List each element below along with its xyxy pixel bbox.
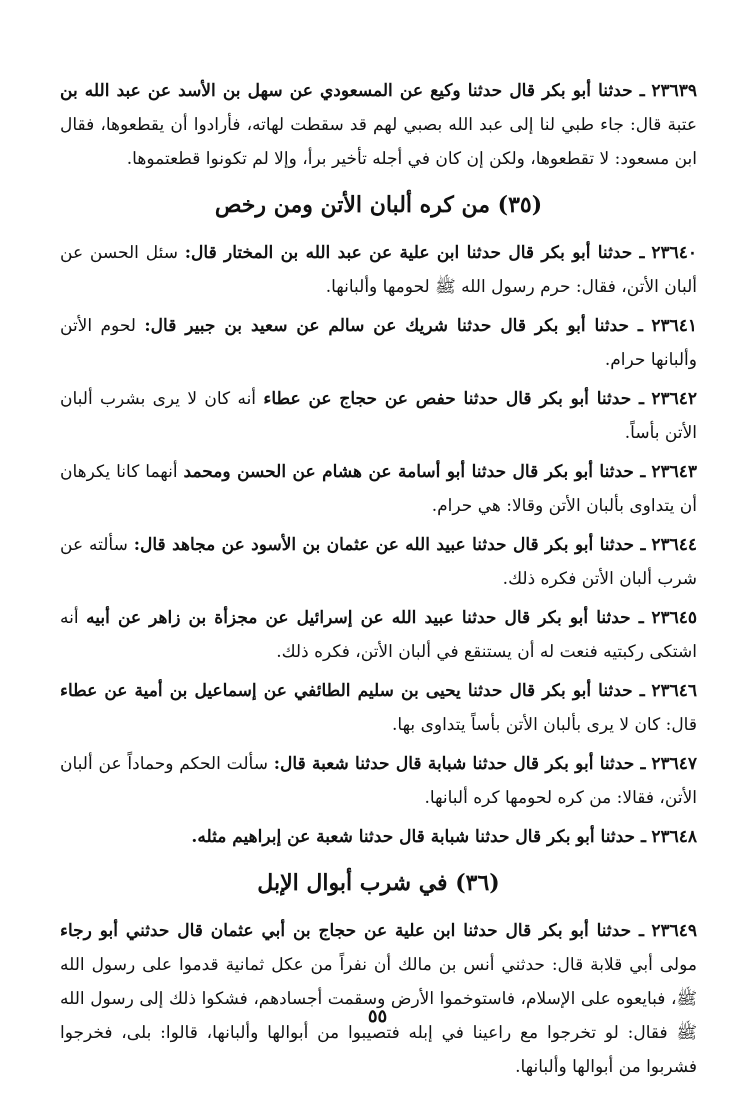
- hadith-entry: [60, 382, 697, 450]
- hadith-text: قال: كان لا يرى بألبان الأتن بأساً يتداوى بها.: [392, 715, 697, 735]
- hadith-number: ٢٣٦٤٨: [651, 827, 697, 847]
- hadith-number: ٢٣٦٤٩: [651, 921, 697, 941]
- hadith-entry: [60, 601, 697, 669]
- hadith-entry: [60, 528, 697, 596]
- hadith-entry: [60, 309, 697, 377]
- hadith-chain: ـ حدثنا أبو بكر قال حدثنا يحيى بن سليم الطائفي عن إسماعيل بن أمية عن عطاء: [60, 681, 645, 701]
- hadith-chain: ـ حدثنا أبو بكر قال حدثنا شريك عن سالم عن سعيد بن جبير قال:: [144, 316, 643, 336]
- hadith-text: سألت الحكم وحماداً عن ألبان الأتن، فقالا: من كره لحومها كره ألبانها.: [60, 754, 697, 808]
- hadith-entry: [60, 747, 697, 815]
- hadith-number: ٢٣٦٤٥: [651, 608, 698, 628]
- hadith-text: أنهما كانا يكرهان أن يتداوى بألبان الأتن وقالا: هي حرام.: [60, 462, 697, 516]
- hadith-number: ٢٣٦٤٤: [651, 535, 698, 555]
- hadith-text: أنه كان لا يرى بشرب ألبان الأتن بأساً.: [60, 389, 697, 443]
- hadith-chain: ـ حدثنا أبو بكر قال حدثنا شبابة قال حدثنا شعبة عن إبراهيم مثله.: [191, 827, 646, 847]
- hadith-entry: [60, 236, 697, 304]
- page-number: ٥٥: [367, 1006, 388, 1027]
- section-heading: (٣٦) في شرب أبوال الإبل: [257, 870, 500, 896]
- hadith-number: ٢٣٦٤٧: [651, 754, 698, 774]
- hadith-entry: [60, 914, 697, 1084]
- hadith-text: سئل الحسن عن ألبان الأتن، فقال: حرم رسول الله ﷺ لحومها وألبانها.: [60, 243, 697, 297]
- hadith-text: عتبة قال: جاء طبي لنا إلى عبد الله بصبي لهم قد سقطت لهاته، فأرادوا أن يقطعوها، فقال ابن مسعود: لا تقطعوها، ولكن إن كان في أجله تأخير برأ، وإلا لم تكونوا قطعتموها.: [60, 115, 697, 169]
- hadith-entry: [60, 674, 697, 742]
- hadith-number: ٢٣٦٣٩: [651, 81, 698, 101]
- hadith-entry: [60, 74, 697, 176]
- section-heading: (٣٥) من كره ألبان الأتن ومن رخص: [214, 192, 543, 218]
- hadith-text: مولى أبي قلابة قال: حدثني أنس بن مالك أن نفراً من عكل ثمانية قدموا على رسول الله ﷺ، فبايعوه على الإسلام، فاستوخموا الأرض وسقمت أجسادهم، فشكوا ذلك إلى رسول الله ﷺ فقال: لو تخرجوا مع راعينا في إبله فتصيبوا من أبوالها وألبانها، قالوا: بلى، فخرجوا فشربوا من أبوالها وألبانها.: [60, 955, 697, 1077]
- page-content: [60, 74, 697, 1084]
- hadith-number: ٢٣٦٤٢: [651, 389, 698, 409]
- hadith-chain: ـ حدثنا أبو بكر قال حدثنا وكيع عن المسعودي عن سهل بن الأسد عن عبد الله بن: [60, 81, 645, 101]
- hadith-chain: ـ حدثنا أبو بكر قال حدثنا عبيد الله عن إسرائيل عن مجزأة بن زاهر عن أبيه: [86, 608, 644, 628]
- hadith-chain: ـ حدثنا أبو بكر قال حدثنا عبيد الله عن عثمان بن الأسود عن مجاهد قال:: [133, 535, 646, 555]
- hadith-number: ٢٣٦٤٣: [651, 462, 698, 482]
- hadith-text: سألته عن شرب ألبان الأتن فكره ذلك.: [60, 535, 697, 589]
- hadith-chain: ـ حدثنا أبو بكر قال حدثنا أبو أسامة عن هشام عن الحسن ومحمد: [183, 462, 646, 482]
- hadith-entry: [60, 455, 697, 523]
- hadith-chain: ـ حدثنا أبو بكر قال حدثنا ابن علية عن حجاج بن أبي عثمان قال حدثني أبو رجاء: [60, 921, 644, 941]
- hadith-entry: [60, 820, 697, 854]
- hadith-chain: ـ حدثنا أبو بكر قال حدثنا ابن علية عن عبد الله بن المختار قال:: [184, 243, 645, 263]
- hadith-chain: ـ حدثنا أبو بكر قال حدثنا حفص عن حجاج عن عطاء: [263, 389, 645, 409]
- hadith-text: أنه اشتكى ركبتيه فنعت له أن يستنقع في ألبان الأتن، فكره ذلك.: [60, 608, 697, 662]
- hadith-number: ٢٣٦٤٠: [651, 243, 698, 263]
- hadith-text: لحوم الأتن وألبانها حرام.: [60, 316, 697, 370]
- hadith-chain: ـ حدثنا أبو بكر قال حدثنا شبابة قال حدثنا شعبة قال:: [273, 754, 646, 774]
- hadith-number: ٢٣٦٤٦: [651, 681, 697, 701]
- hadith-number: ٢٣٦٤١: [651, 316, 697, 336]
